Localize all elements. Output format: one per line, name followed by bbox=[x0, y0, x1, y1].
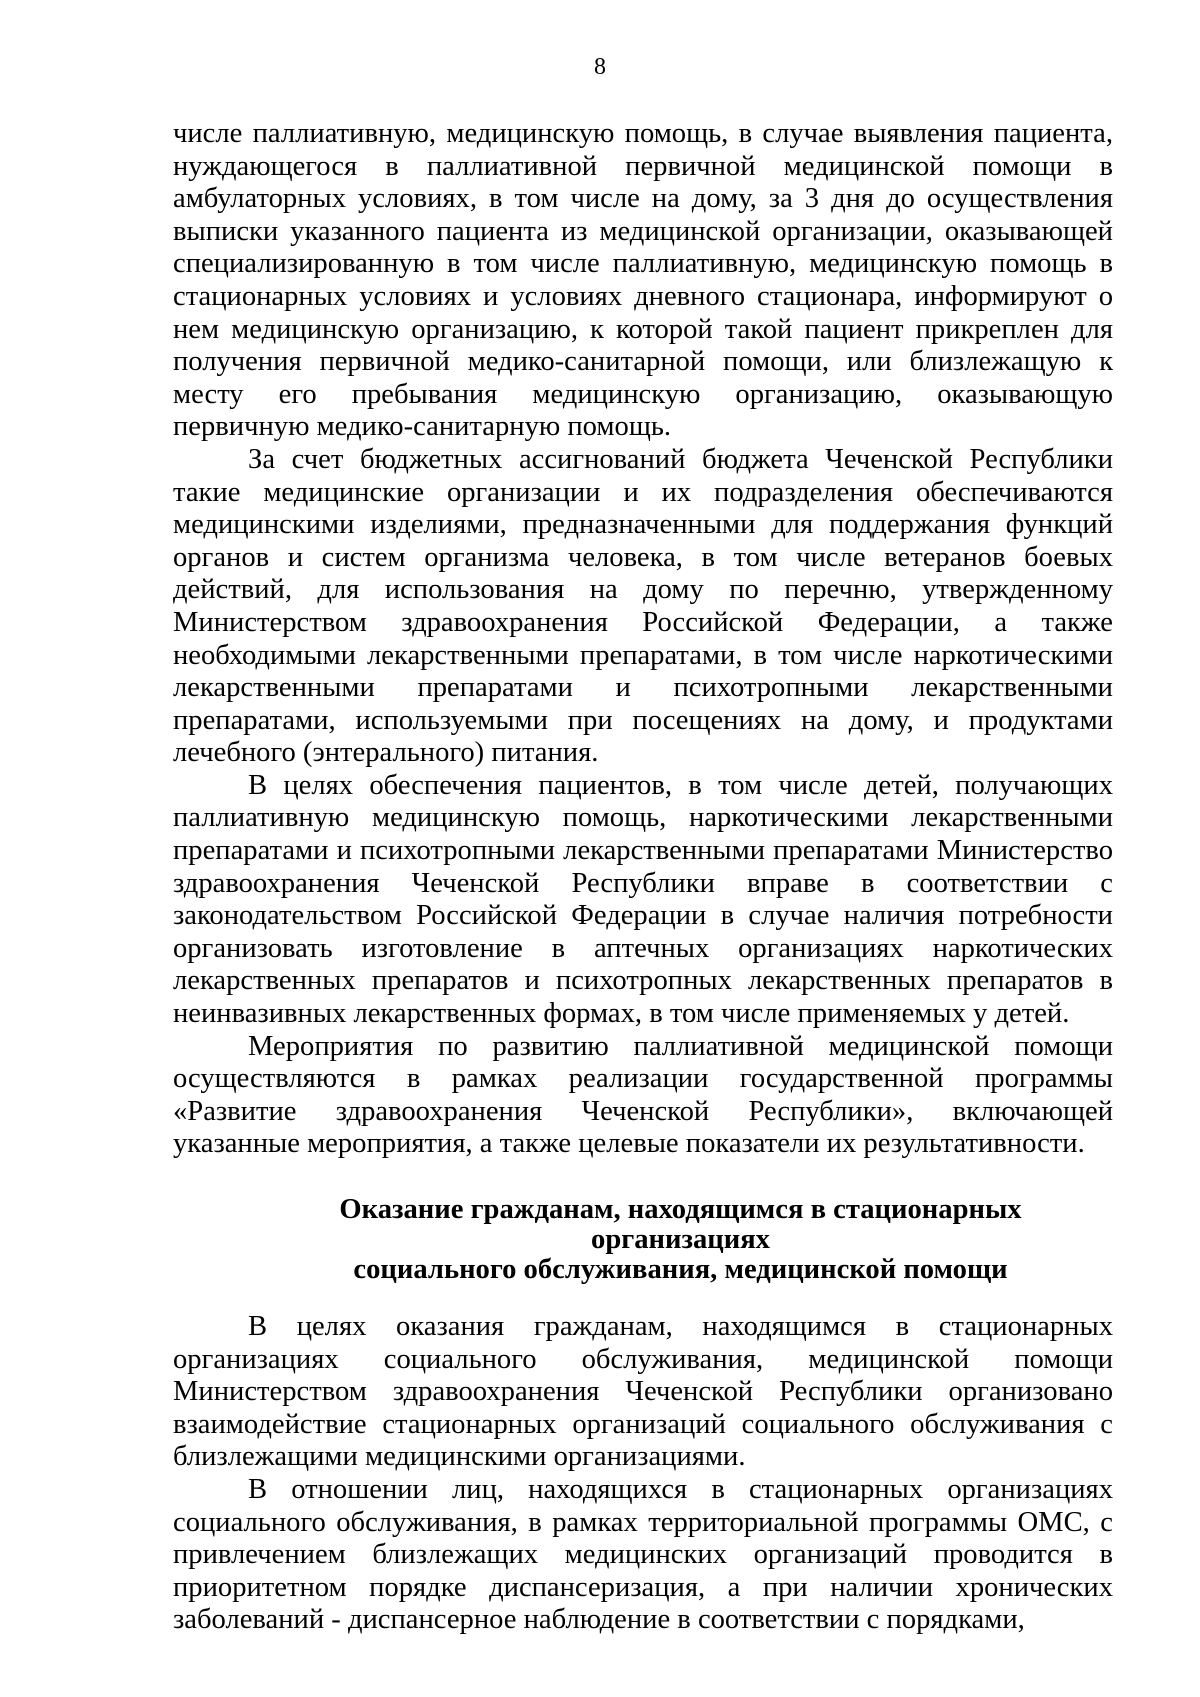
paragraph-narcotic-drugs: В целях обеспечения пациентов, в том числе детей, получающих паллиативную медицинскую помощь, наркотическими лекарственными препаратами и психотропными лекарственными препаратами Министерство здравоохранения Чеченской Республики вправе в соответствии с законодательством Российской Федерации в случае наличия потребности организовать изготовление в аптечных организациях наркотических лекарственных препаратов и психотропных лекарственных препаратов в неинвазивных лекарственных формах, в том числе применяемых у детей. bbox=[173, 769, 1113, 1030]
document-body bbox=[173, 118, 1113, 1637]
section-heading-line-2: социального обслуживания, медицинской помощи bbox=[353, 1254, 1008, 1285]
paragraph-budget-funding: За счет бюджетных ассигнований бюджета Чеченской Республики такие медицинские организации и их подразделения обеспечиваются медицинскими изделиями, предназначенными для поддержания функций органов и систем организма человека, в том числе ветеранов боевых действий, для использования на дому по перечню, утвержденному Министерством здравоохранения Российской Федерации, а также необходимыми лекарственными препаратами, в том числе наркотическими лекарственными препаратами и психотропными лекарственными препаратами, используемыми при посещениях на дому, и продуктами лечебного (энтерального) питания. bbox=[173, 443, 1113, 769]
paragraph-social-service-interaction: В целях оказания гражданам, находящимся в стационарных организациях социального обслуживания, медицинской помощи Министерством здравоохранения Чеченской Республики организовано взаимодействие стационарных организаций социального обслуживания с близлежащими медицинскими организациями. bbox=[173, 1311, 1113, 1473]
section-heading-line-1: Оказание гражданам, находящимся в стационарных организациях bbox=[339, 1194, 1022, 1255]
paragraph-palliative-discharge: числе паллиативную, медицинскую помощь, в случае выявления пациента, нуждающегося в паллиативной первичной медицинской помощи в амбулаторных условиях, в том числе на дому, за 3 дня до осуществления выписки указанного пациента из медицинской организации, оказывающей специализированную в том числе паллиативную, медицинскую помощь в стационарных условиях и условиях дневного стационара, информируют о нем медицинскую организацию, к которой такой пациент прикреплен для получения первичной медико-санитарной помощи, или близлежащую к месту его пребывания медицинскую организацию, оказывающую первичную медико-санитарную помощь. bbox=[173, 118, 1113, 443]
section-heading bbox=[173, 1195, 1113, 1285]
paragraph-dispensary-observation: В отношении лиц, находящихся в стационарных организациях социального обслуживания, в рамках территориальной программы ОМС, с привлечением близлежащих медицинских организаций проводится в приоритетном порядке диспансеризация, а при наличии хронических заболеваний - диспансерное наблюдение в соответствии с порядками, bbox=[173, 1473, 1113, 1636]
page-number: 8 bbox=[594, 54, 606, 80]
paragraph-state-program: Мероприятия по развитию паллиативной медицинской помощи осуществляются в рамках реализации государственной программы «Развитие здравоохранения Чеченской Республики», включающей указанные мероприятия, а также целевые показатели их результативности. bbox=[173, 1030, 1113, 1160]
